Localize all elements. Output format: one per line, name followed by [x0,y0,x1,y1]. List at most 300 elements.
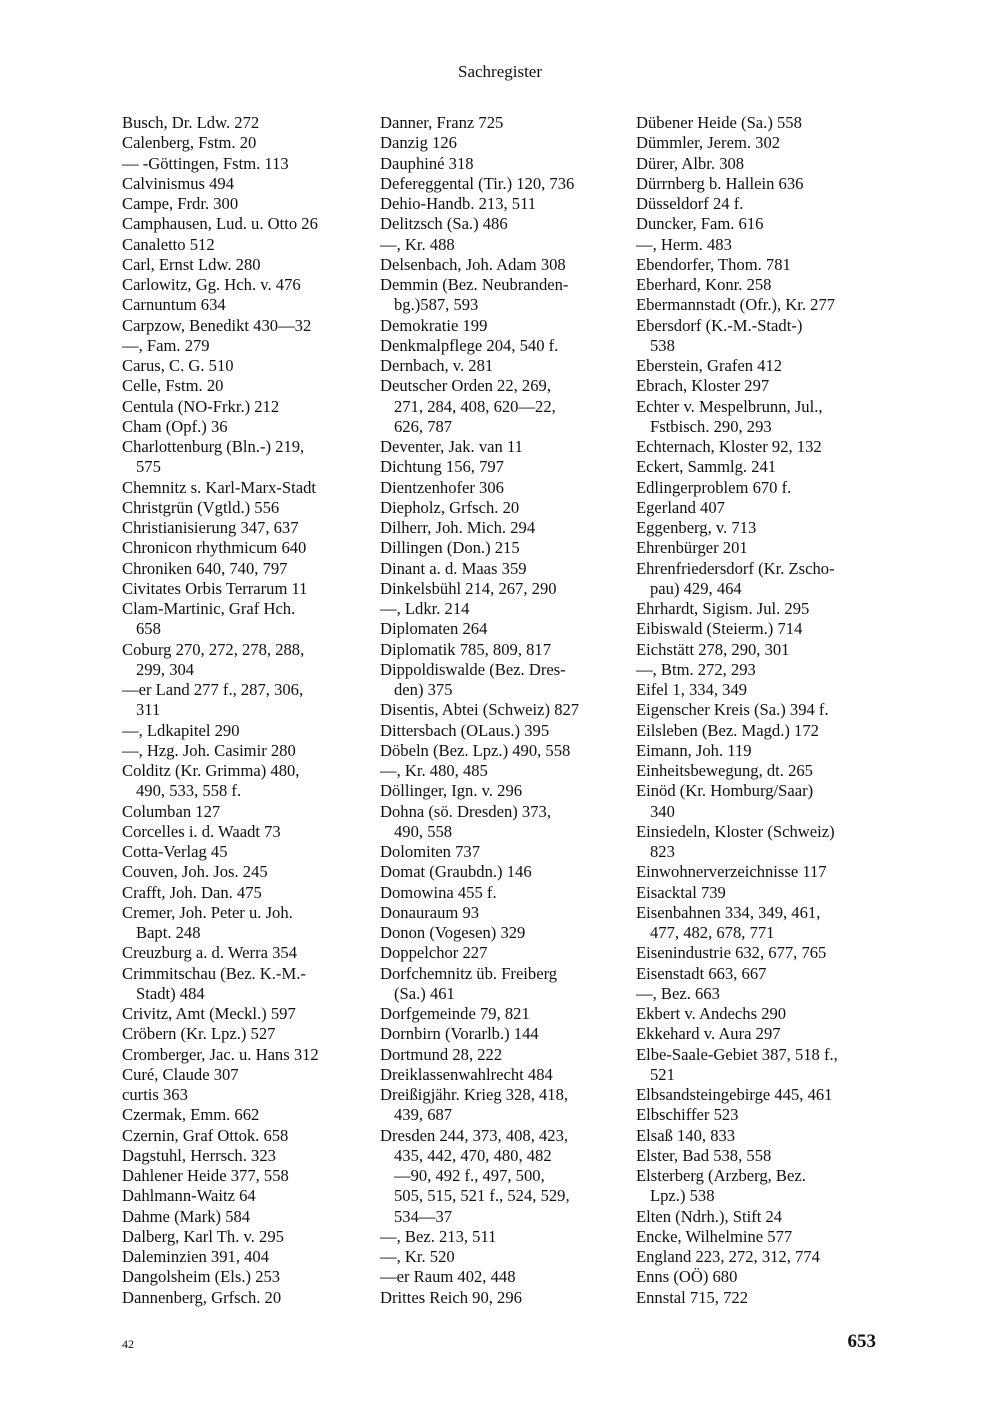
index-entry-line: Einöd (Kr. Homburg/Saar) [636,781,814,801]
index-entry [636,174,882,194]
index-entry-line: Carnuntum 634 [122,295,226,315]
index-entry [122,275,368,295]
index-entry [636,1085,882,1105]
index-entry-line: —, Ldkapitel 290 [122,720,240,740]
index-entry-continuation: Fstbisch. 290, 293 [650,416,772,436]
index-entry-line: Dürer, Albr. 308 [636,153,745,173]
index-entry-line: Dolomiten 737 [380,842,481,861]
index-entry-continuation: 490, 558 [394,821,453,841]
index-entry-continuation: 490, 533, 558 f. [136,781,242,801]
index-entry-line: Dorfgemeinde 79, 821 [380,1004,530,1023]
index-entry [122,1186,368,1206]
index-entry-line: Camphausen, Lud. u. Otto 26 [122,214,318,234]
index-entry [122,761,368,802]
index-entry [636,1105,882,1125]
index-entry [122,1085,368,1105]
index-entry-line: Dalberg, Karl Th. v. 295 [122,1226,284,1246]
index-entry [380,1227,626,1247]
index-entry-line: —, Herm. 483 [636,234,732,254]
index-entry-line: Dinkelsbühl 214, 267, 290 [380,578,557,598]
index-entry [122,538,368,558]
index-entry [380,376,626,437]
page-number: 653 [847,1331,876,1352]
page-header: Sachregister [457,62,543,81]
index-entry-line: Ekbert v. Andechs 290 [636,1004,787,1023]
index-entry-line: Domowina 455 f. [380,882,497,902]
index-entry-line: Eckert, Sammlg. 241 [636,457,777,477]
index-entry [636,316,882,357]
index-entry [380,599,626,619]
index-entry [122,579,368,599]
index-entry-line: Dreiklassenwahlrecht 484 [380,1064,553,1084]
index-entry-line: Carpzow, Benedikt 430—32 [122,315,312,335]
index-entry [122,1146,368,1166]
index-entry [122,174,368,194]
index-entry [122,437,368,478]
index-entry-line: Dittersbach (OLaus.) 395 [380,720,550,740]
index-entry-line: Dürrnberg b. Hallein 636 [636,173,804,193]
index-entry [636,1166,882,1207]
index-entry [380,721,626,741]
index-entry [380,842,626,862]
index-entry-line: Ehrhardt, Sigism. Jul. 295 [636,599,810,618]
index-entry [380,802,626,843]
index-entry-continuation: 299, 304 [136,659,195,679]
index-entry-line: Donon (Vogesen) 329 [380,923,526,942]
index-entry-line: Echter v. Mespelbrunn, Jul., [636,396,823,416]
index-entry [636,356,882,376]
index-entry-line: Doppelchor 227 [380,943,488,963]
index-entry-line: Carus, C. G. 510 [122,356,234,375]
index-entry [380,1004,626,1024]
index-entry-continuation: (Sa.) 461 [394,983,455,1003]
index-entry [636,781,882,822]
index-entry [636,1024,882,1044]
index-entry [380,579,626,599]
index-entry [636,721,882,741]
index-entry-line: Deutscher Orden 22, 269, [380,376,551,396]
index-entry-continuation: 538 [650,335,675,355]
index-entry [122,741,368,761]
index-entry-line: Demokratie 199 [380,315,488,335]
index-entry [380,538,626,558]
index-entry-line: Einsiedeln, Kloster (Schweiz) [636,821,835,841]
index-entry-line: Curé, Claude 307 [122,1064,239,1084]
index-entry [380,113,626,133]
index-entry-line: Chroniken 640, 740, 797 [122,558,288,578]
index-entry-continuation: 534—37 [394,1206,453,1226]
index-entry-line: —, Bez. 663 [636,983,720,1003]
index-entry [122,903,368,944]
index-entry-line: Columban 127 [122,801,221,821]
index-entry-line: —, Hzg. Joh. Casimir 280 [122,740,296,760]
index-entry [636,397,882,438]
index-entry-line: Ekkehard v. Aura 297 [636,1024,781,1044]
index-entry-line: Campe, Frdr. 300 [122,194,239,213]
index-entry [122,1227,368,1247]
index-entry-continuation: Stadt) 484 [136,983,205,1003]
index-entry-line: England 223, 272, 312, 774 [636,1247,820,1266]
index-entry-line: Düsseldorf 24 f. [636,194,744,213]
index-entry [122,113,368,133]
index-entry-line: Dernbach, v. 281 [380,356,494,375]
index-entry [122,214,368,234]
index-entry [380,640,626,660]
index-entry-line: Delsenbach, Joh. Adam 308 [380,254,566,274]
index-entry [122,802,368,822]
index-column-3 [636,113,882,1308]
index-entry-line: Ebrach, Kloster 297 [636,376,770,396]
index-entry-line: Elbschiffer 523 [636,1105,739,1125]
index-entry [636,660,882,680]
index-entry [380,478,626,498]
index-entry-line: Diplomaten 264 [380,619,488,639]
index-entry [636,1004,882,1024]
index-entry-line: Elsaß 140, 833 [636,1125,736,1145]
index-entry-line: Eisenstadt 663, 667 [636,963,767,983]
index-entry [380,1045,626,1065]
index-entry-line: Dientzenhofer 306 [380,477,504,497]
index-entry-line: Diplomatik 785, 809, 817 [380,639,552,659]
index-entry-line: —, Bez. 213, 511 [380,1226,497,1246]
index-entry-line: Disentis, Abtei (Schweiz) 827 [380,700,580,720]
index-entry [380,336,626,356]
index-entry [122,680,368,721]
index-entry-line: Diepholz, Grfsch. 20 [380,497,520,517]
index-entry [122,842,368,862]
index-entry-line: Dorfchemnitz üb. Freiberg [380,963,558,983]
index-entry-continuation: 435, 442, 470, 480, 482 [394,1145,552,1165]
index-entry-line: Czernin, Graf Ottok. 658 [122,1125,289,1145]
index-entry-line: Defereggental (Tir.) 120, 736 [380,173,575,193]
index-entry-line: Corcelles i. d. Waadt 73 [122,821,281,841]
index-entry-line: Clam-Martinic, Graf Hch. [122,599,296,618]
index-entry [122,336,368,356]
index-entry-line: Dannenberg, Grfsch. 20 [122,1287,282,1307]
index-entry [380,741,626,761]
index-entry-continuation: Bapt. 248 [136,923,201,942]
index-entry [636,822,882,863]
index-entry [636,498,882,518]
index-entry-line: Creuzburg a. d. Werra 354 [122,943,297,963]
index-entry [380,174,626,194]
index-entry [636,437,882,457]
index-entry [636,984,882,1004]
index-entry [122,498,368,518]
index-entry [122,154,368,174]
index-entry-line: Canaletto 512 [122,234,215,254]
index-entry-line: Coburg 270, 272, 278, 288, [122,639,305,659]
index-entry-line: Eberstein, Grafen 412 [636,356,783,375]
index-entry [122,235,368,255]
index-entry-line: Dohna (sö. Dresden) 373, [380,801,551,821]
index-entry [380,619,626,639]
index-entry-line: Döllinger, Ign. v. 296 [380,781,523,801]
index-entry-line: Dippoldiswalde (Bez. Dres- [380,659,566,679]
index-entry-line: Ehrenbürger 201 [636,538,748,558]
index-entry [122,1288,368,1308]
index-entry-line: —, Ldkr. 214 [380,599,470,618]
index-entry-line: Cromberger, Jac. u. Hans 312 [122,1044,319,1064]
index-entry-continuation: 439, 687 [394,1105,453,1125]
index-entry-line: Dillingen (Don.) 215 [380,538,520,558]
index-entry [122,295,368,315]
index-entry-line: Couven, Joh. Jos. 245 [122,862,268,882]
index-entry-line: Donauraum 93 [380,902,480,922]
index-entry [122,1126,368,1146]
index-entry-line: Dübener Heide (Sa.) 558 [636,113,802,132]
index-entry [636,943,882,963]
index-entry-line: Eimann, Joh. 119 [636,740,752,760]
index-entry [380,154,626,174]
index-entry [380,1024,626,1044]
index-entry [636,154,882,174]
index-entry-line: Drittes Reich 90, 296 [380,1287,522,1307]
index-entry-continuation: 271, 284, 408, 620—22, [394,396,556,416]
index-entry [380,194,626,214]
index-entry [636,478,882,498]
index-entry-continuation: pau) 429, 464 [650,578,742,598]
index-entry-continuation: 340 [650,801,675,821]
index-entry-continuation: 311 [136,700,161,720]
index-entry-line: Ehrenfriedersdorf (Kr. Zscho- [636,558,835,578]
index-entry [380,1247,626,1267]
index-entry [636,275,882,295]
index-entry-line: Busch, Dr. Ldw. 272 [122,113,260,132]
index-entry-line: Danzig 126 [380,133,457,153]
index-entry-line: Cham (Opf.) 36 [122,416,228,436]
index-entry [636,741,882,761]
index-entry [122,559,368,579]
index-entry-line: Cotta-Verlag 45 [122,842,228,861]
index-entry-continuation: 823 [650,842,675,861]
index-entry [122,1004,368,1024]
index-entry [636,1247,882,1267]
index-entry-line: Dagstuhl, Herrsch. 323 [122,1145,276,1165]
index-entry-line: — -Göttingen, Fstm. 113 [122,153,289,173]
index-entry [380,498,626,518]
index-entry [636,559,882,600]
index-entry [636,862,882,882]
index-entry [636,214,882,234]
index-entry-line: Elster, Bad 538, 558 [636,1145,772,1165]
index-entry [122,518,368,538]
index-entry [636,700,882,720]
index-entry-line: Colditz (Kr. Grimma) 480, [122,761,300,780]
index-entry [122,356,368,376]
index-entry-line: Dinant a. d. Maas 359 [380,558,527,578]
index-entry [380,700,626,720]
index-entry-line: Chemnitz s. Karl-Marx-Stadt [122,477,317,497]
index-entry-line: Edlingerproblem 670 f. [636,477,792,497]
index-entry [122,316,368,336]
index-entry-line: Egerland 407 [636,497,725,517]
index-entry-line: —, Kr. 480, 485 [380,761,488,780]
index-entry [380,133,626,153]
index-entry [380,862,626,882]
index-entry-line: Eggenberg, v. 713 [636,518,757,537]
index-entry-continuation: 626, 787 [394,416,453,436]
index-entry-line: Ebersdorf (K.-M.-Stadt-) [636,315,803,335]
index-entry-line: Dichtung 156, 797 [380,457,504,477]
index-entry [122,1207,368,1227]
index-entry-line: Charlottenburg (Bln.-) 219, [122,437,305,456]
index-entry-line: —er Raum 402, 448 [380,1267,516,1287]
index-entry-line: Domat (Graubdn.) 146 [380,862,532,882]
index-entry [380,903,626,923]
index-entry [636,680,882,700]
index-entry-line: Eifel 1, 334, 349 [636,680,748,699]
index-entry [122,943,368,963]
index-entry-continuation: 575 [136,457,161,477]
index-entry-line: Einwohnerverzeichnisse 117 [636,862,827,882]
index-entry-line: Cröbern (Kr. Lpz.) 527 [122,1024,276,1044]
index-entry [380,1085,626,1126]
index-entry [636,761,882,781]
index-entry [380,943,626,963]
index-entry [636,1146,882,1166]
index-entry-line: —, Btm. 272, 293 [636,659,756,679]
index-entry-line: Ebendorfer, Thom. 781 [636,254,791,274]
index-entry-line: Chronicon rhythmicum 640 [122,538,307,558]
index-entry [122,1247,368,1267]
index-entry [380,518,626,538]
index-entry-line: Centula (NO-Frkr.) 212 [122,396,280,416]
index-entry-line: Elten (Ndrh.), Stift 24 [636,1206,783,1226]
index-entry [122,1166,368,1186]
index-entry-continuation: Lpz.) 538 [650,1186,715,1206]
index-entry-line: Dahlener Heide 377, 558 [122,1166,289,1185]
index-entry [122,640,368,681]
index-entry-line: Calvinismus 494 [122,173,235,193]
index-entry-line: Döbeln (Bez. Lpz.) 490, 558 [380,740,571,760]
index-entry-line: Encke, Wilhelmine 577 [636,1226,793,1246]
index-entry-line: Echternach, Kloster 92, 132 [636,437,822,456]
index-entry [380,1267,626,1287]
index-entry [122,1065,368,1085]
index-entry-line: Celle, Fstm. 20 [122,376,224,396]
index-entry-line: Enns (OÖ) 680 [636,1267,738,1287]
index-entry [636,640,882,660]
index-entry-continuation: 505, 515, 521 f., 524, 529, [394,1186,570,1206]
index-entry-line: Eisacktal 739 [636,882,726,902]
index-entry [122,417,368,437]
index-entry [636,376,882,396]
index-entry-line: Elbsandsteingebirge 445, 461 [636,1085,833,1104]
index-entry [122,1105,368,1125]
index-entry [380,1126,626,1227]
index-entry-line: Denkmalpflege 204, 540 f. [380,335,559,355]
index-entry-line: Dümmler, Jerem. 302 [636,133,781,153]
index-entry-line: Dilherr, Joh. Mich. 294 [380,518,536,537]
index-entry-line: Eigenscher Kreis (Sa.) 394 f. [636,700,829,720]
index-entry [122,133,368,153]
index-entry-continuation: 521 [650,1064,675,1084]
index-entry-line: Dornbirn (Vorarlb.) 144 [380,1024,539,1044]
index-entry-line: Carl, Ernst Ldw. 280 [122,254,261,274]
index-entry-line: Ebermannstadt (Ofr.), Kr. 277 [636,295,836,315]
index-entry [636,295,882,315]
index-entry-line: Crivitz, Amt (Meckl.) 597 [122,1004,296,1023]
index-entry [636,1126,882,1146]
index-entry [380,761,626,781]
index-entry [636,619,882,639]
index-entry-line: —, Kr. 488 [380,234,455,254]
index-entry [122,862,368,882]
index-entry-continuation: 658 [136,619,161,639]
index-entry [380,275,626,316]
index-entry-continuation: bg.)587, 593 [394,295,479,315]
index-entry [122,376,368,396]
index-entry-line: Einheitsbewegung, dt. 265 [636,761,813,780]
index-entry-line: curtis 363 [122,1085,188,1104]
index-entry [380,255,626,275]
index-entry [636,964,882,984]
index-entry [380,356,626,376]
index-entry-continuation: 477, 482, 678, 771 [650,923,775,942]
index-entry [636,903,882,944]
index-entry [122,964,368,1005]
index-entry [122,1045,368,1065]
index-entry [122,255,368,275]
index-entry-line: Duncker, Fam. 616 [636,214,764,234]
index-entry [380,214,626,234]
index-entry [122,599,368,640]
index-entry [122,1024,368,1044]
index-entry-line: Crafft, Joh. Dan. 475 [122,882,262,902]
index-entry-line: Eilsleben (Bez. Magd.) 172 [636,720,819,740]
index-entry [636,599,882,619]
index-entry [380,437,626,457]
index-entry [636,1045,882,1086]
index-entry [380,1065,626,1085]
index-entry-line: Cremer, Joh. Peter u. Joh. [122,902,293,922]
index-entry [380,559,626,579]
index-entry-line: Dreißigjähr. Krieg 328, 418, [380,1085,569,1104]
index-entry [380,1288,626,1308]
index-entry [122,721,368,741]
index-entry [122,397,368,417]
index-entry-line: Eisenbahnen 334, 349, 461, [636,902,821,922]
index-entry [380,781,626,801]
index-entry-line: Dahme (Mark) 584 [122,1206,251,1226]
index-entry-continuation: den) 375 [394,680,453,699]
index-entry-line: Eichstätt 278, 290, 301 [636,639,790,659]
index-entry [636,113,882,133]
printer-signature: 42 [122,1337,134,1351]
index-entry-line: Dauphiné 318 [380,153,474,173]
index-entry-line: Ennstal 715, 722 [636,1287,748,1307]
index-entry [636,1207,882,1227]
index-entry-line: —er Land 277 f., 287, 306, [122,680,304,699]
index-entry [380,316,626,336]
index-entry [380,457,626,477]
index-entry [122,478,368,498]
index-entry-line: Deventer, Jak. van 11 [380,437,523,456]
index-entry [636,457,882,477]
index-entry-line: Christianisierung 347, 637 [122,518,299,537]
index-entry-line: Delitzsch (Sa.) 486 [380,214,508,234]
index-entry-continuation: —90, 492 f., 497, 500, [394,1166,545,1185]
index-entry-line: Demmin (Bez. Neubranden- [380,275,569,294]
index-entry-line: Eberhard, Konr. 258 [636,275,772,294]
index-entry-line: Eibiswald (Steierm.) 714 [636,619,803,639]
index-entry [636,883,882,903]
index-entry-line: Danner, Franz 725 [380,113,504,132]
index-entry-line: —, Fam. 279 [122,335,210,355]
index-entry [636,1267,882,1287]
index-entry [636,1227,882,1247]
